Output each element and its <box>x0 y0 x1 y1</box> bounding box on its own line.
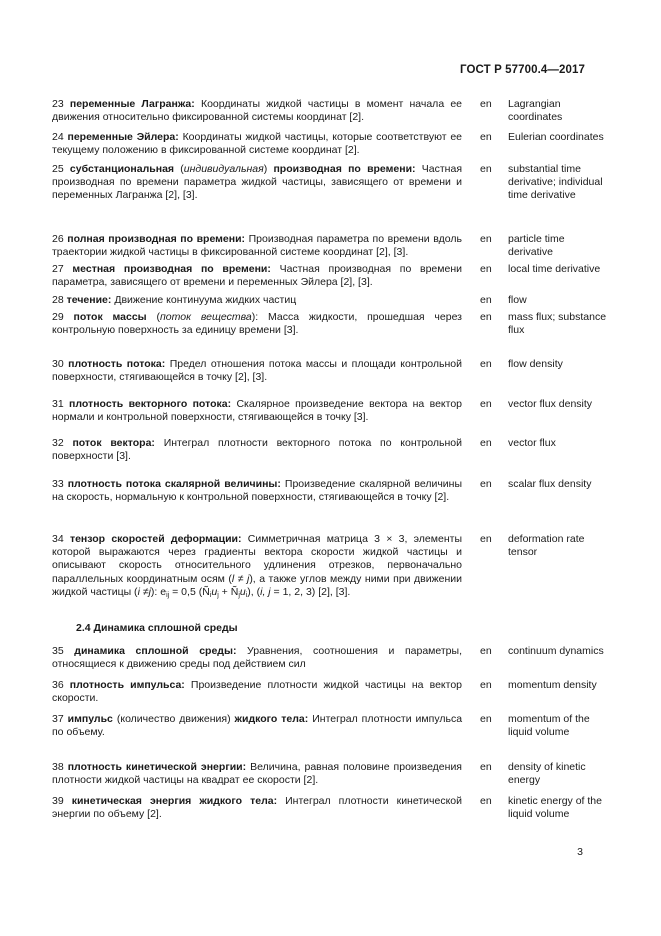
entry-number: 25 <box>52 163 64 175</box>
entry-term: плотность кинетической энергии: <box>67 761 247 773</box>
entry-number: 26 <box>52 233 64 245</box>
entry-language: en <box>480 98 492 110</box>
entry-number: 35 <box>52 645 64 657</box>
entry-language: en <box>480 795 492 807</box>
entry-definition: Частная производная по времени параметра жидкой частицы, зависящего от времени и переменных Лагранжа [2], [3]. <box>52 163 463 202</box>
formula-part: ): e <box>150 585 167 598</box>
entry-term: поток массы <box>73 311 147 323</box>
entry-number: 37 <box>52 713 64 725</box>
entry-definition-cont: ), а также углов между ними при движении жидкой частицы ( <box>52 572 462 598</box>
formula-var: i ≠j <box>137 585 151 598</box>
entry-definition: Произведение скалярной величины на скорость, нормальную к контрольной поверхности, стягивающейся в точку [2]. <box>52 478 463 504</box>
document-header: ГОСТ Р 57700.4—2017 <box>460 64 585 76</box>
entry-language: en <box>480 478 492 490</box>
formula-subscript: j <box>217 591 219 599</box>
entry-text <box>52 478 462 504</box>
entry-definition: Произведение плотности жидкой частицы на вектор скорости. <box>52 679 462 705</box>
page-number: 3 <box>577 846 583 858</box>
entry-term: переменные Лагранжа: <box>69 98 195 110</box>
entry-term-mid: (количество движения) <box>116 713 231 725</box>
entry-number: 34 <box>52 533 64 545</box>
entry-number: 38 <box>52 761 64 773</box>
entry-language: en <box>480 761 492 773</box>
entry-text <box>52 645 462 671</box>
entry-term-end: жидкого тела: <box>234 713 309 725</box>
entry-number: 39 <box>52 795 64 807</box>
nabla-symbol: Ñ <box>202 585 210 598</box>
entry-term: поток вектора: <box>72 437 155 449</box>
entry-equivalent: scalar flux density <box>508 478 592 490</box>
entry-term: плотность импульса: <box>69 679 185 691</box>
formula-subscript: i <box>245 591 248 599</box>
entry-equivalent: continuum dynamics <box>508 645 604 657</box>
entry-term: тензор скоростей деформации: <box>69 533 242 545</box>
entry-equivalent: momentum of the liquid volume <box>508 713 590 739</box>
entry-text: 29 поток массы (поток вещества): Масса жидкости, прошедшая через контрольную поверхность за единицу времени [3]. <box>52 311 462 337</box>
entry-definition: Координаты жидкой частицы в момент начала ее движения относительно фиксированной системы координат [2]. <box>52 98 462 124</box>
entry-text <box>52 533 462 602</box>
entry-term: местная производная по времени: <box>72 263 271 275</box>
entry-equivalent: flow density <box>508 358 563 370</box>
entry-term: импульс <box>67 713 113 725</box>
entry-equivalent: flow <box>508 294 527 306</box>
entry-text <box>52 398 462 424</box>
entry-number: 36 <box>52 679 64 691</box>
entry-text <box>52 294 462 307</box>
entry-equivalent: vector flux density <box>508 398 593 410</box>
entry-equivalent: local time derivative <box>508 263 601 275</box>
entry-term: плотность векторного потока: <box>69 398 232 410</box>
formula-part: + <box>218 585 231 598</box>
entry-text <box>52 713 462 739</box>
entry-number: 24 <box>52 131 64 143</box>
entry-language: en <box>480 437 492 449</box>
formula-subscript: i <box>209 591 212 599</box>
entry-text <box>52 795 462 821</box>
entry-term: полная производная по времени: <box>67 233 246 245</box>
entry-language: en <box>480 398 492 410</box>
formula-subscript: ij <box>166 591 170 599</box>
entry-definition: Интеграл плотности векторного потока по контрольной поверхности [3]. <box>52 437 462 463</box>
formula-var: i, j <box>260 585 271 598</box>
entry-equivalent: density of kinetic energy <box>508 761 586 787</box>
entry-language: en <box>480 163 492 175</box>
entry-text <box>52 263 462 289</box>
entry-definition: Масса жидкости, прошедшая через контрольную поверхность за единицу времени [3]. <box>52 311 462 337</box>
entry-equivalent: Lagrangian coordinates <box>508 98 563 124</box>
entry-definition: Величина, равная половине произведения плотности жидкой частицы на квадрат ее скорости [2]. <box>52 761 462 787</box>
entry-definition: Скалярное произведение вектора на вектор нормали и контрольной поверхности, стягивающейся в точку [3]. <box>52 398 462 424</box>
entry-equivalent: kinetic energy of the liquid volume <box>508 795 602 821</box>
entry-definition: Интеграл плотности импульса по объему. <box>52 713 463 739</box>
entry-number: 27 <box>52 263 64 275</box>
formula-part: ), ( <box>247 585 261 598</box>
entry-language: en <box>480 713 492 725</box>
entry-number: 28 <box>52 294 64 306</box>
nabla-symbol: Ñ <box>230 585 239 598</box>
entry-equivalent: substantial time derivative; individual time derivative <box>508 163 603 202</box>
entry-equivalent: particle time derivative <box>508 233 565 259</box>
entry-language: en <box>480 679 492 691</box>
entry-text <box>52 679 462 705</box>
entry-text <box>52 437 462 463</box>
entry-number: 23 <box>52 98 64 110</box>
entry-equivalent: vector flux <box>508 437 556 449</box>
entry-language: en <box>480 533 492 545</box>
entry-definition: Симметричная матрица 3 × 3, элементы которой выражаются через градиенты вектора скорости жидкой частицы и описывают скорость относительного удлинения отрезков, первоначально параллельных координатным осям ( <box>52 533 462 585</box>
entry-definition: Уравнения, соотношения и параметры, относящиеся к движению среды под действием сил <box>52 645 462 671</box>
entry-term: переменные Эйлера: <box>67 131 179 143</box>
entry-text <box>52 358 462 384</box>
formula-subscript: j <box>238 591 240 599</box>
entry-text <box>52 233 462 259</box>
entry-equivalent: Eulerian coordinates <box>508 131 604 143</box>
entry-number: 30 <box>52 358 64 370</box>
entry-definition: Координаты жидкой частицы, которые соответствуют ее текущему положению в фиксированной системе координат [2]. <box>52 131 463 157</box>
formula-var: u <box>239 585 246 598</box>
entry-number: 29 <box>52 311 64 323</box>
entry-term-alt: поток вещества <box>160 311 252 323</box>
entry-term: динамика сплошной среды: <box>74 645 237 657</box>
entry-term: течение: <box>66 294 112 306</box>
formula-var: l ≠ j <box>231 572 250 585</box>
entry-definition: Частная производная по времени параметра, зависящего от времени и переменных Эйлера [2], [3]. <box>52 263 462 289</box>
entry-language: en <box>480 131 492 143</box>
entry-text <box>52 131 462 157</box>
entry-number: 33 <box>52 478 64 490</box>
entry-equivalent: deformation rate tensor <box>508 533 585 559</box>
entry-language: en <box>480 233 492 245</box>
entry-term: кинетическая энергия жидкого тела: <box>71 795 278 807</box>
entry-equivalent: mass flux; substance flux <box>508 311 607 337</box>
entry-equivalent: momentum density <box>508 679 597 691</box>
entry-language: en <box>480 294 492 306</box>
entry-term: плотность потока: <box>68 358 166 370</box>
entry-language: en <box>480 358 492 370</box>
entry-text: 25 субстанциональная (индивидуальная) производная по времени: Частная производная по времени параметра жидкой частицы, зависящего от времени и переменных Лагранжа [2], [3]. <box>52 163 463 202</box>
entry-definition: Интеграл плотности кинетической энергии по объему [2]. <box>52 795 462 821</box>
entry-language: en <box>480 645 492 657</box>
entry-number: 32 <box>52 437 64 449</box>
entry-number: 31 <box>52 398 64 410</box>
entry-language: en <box>480 311 492 323</box>
formula-part: = 1, 2, 3) [2], [3]. <box>270 585 351 598</box>
entry-text <box>52 761 462 787</box>
formula-part: = 0,5 ( <box>169 585 203 598</box>
entry-term: плотность потока скалярной величины: <box>67 478 281 490</box>
entry-definition: Производная параметра по времени вдоль траектории жидкой частицы в фиксированной системе координат [2], [3]. <box>52 233 462 259</box>
entry-term-end: производная по времени: <box>273 163 416 175</box>
entry-definition: Движение континуума жидких частиц <box>114 294 297 306</box>
section-heading: 2.4 Динамика сплошной среды <box>76 622 238 634</box>
entry-term-alt: индивидуальная <box>183 163 264 175</box>
entry-definition: Предел отношения потока массы и площади контрольной поверхности, стягивающейся в точку [2], [3]. <box>52 358 462 384</box>
entry-term: субстанциональная <box>69 163 175 175</box>
formula-var: u <box>211 585 218 598</box>
entry-language: en <box>480 263 492 275</box>
entry-text <box>52 98 462 124</box>
